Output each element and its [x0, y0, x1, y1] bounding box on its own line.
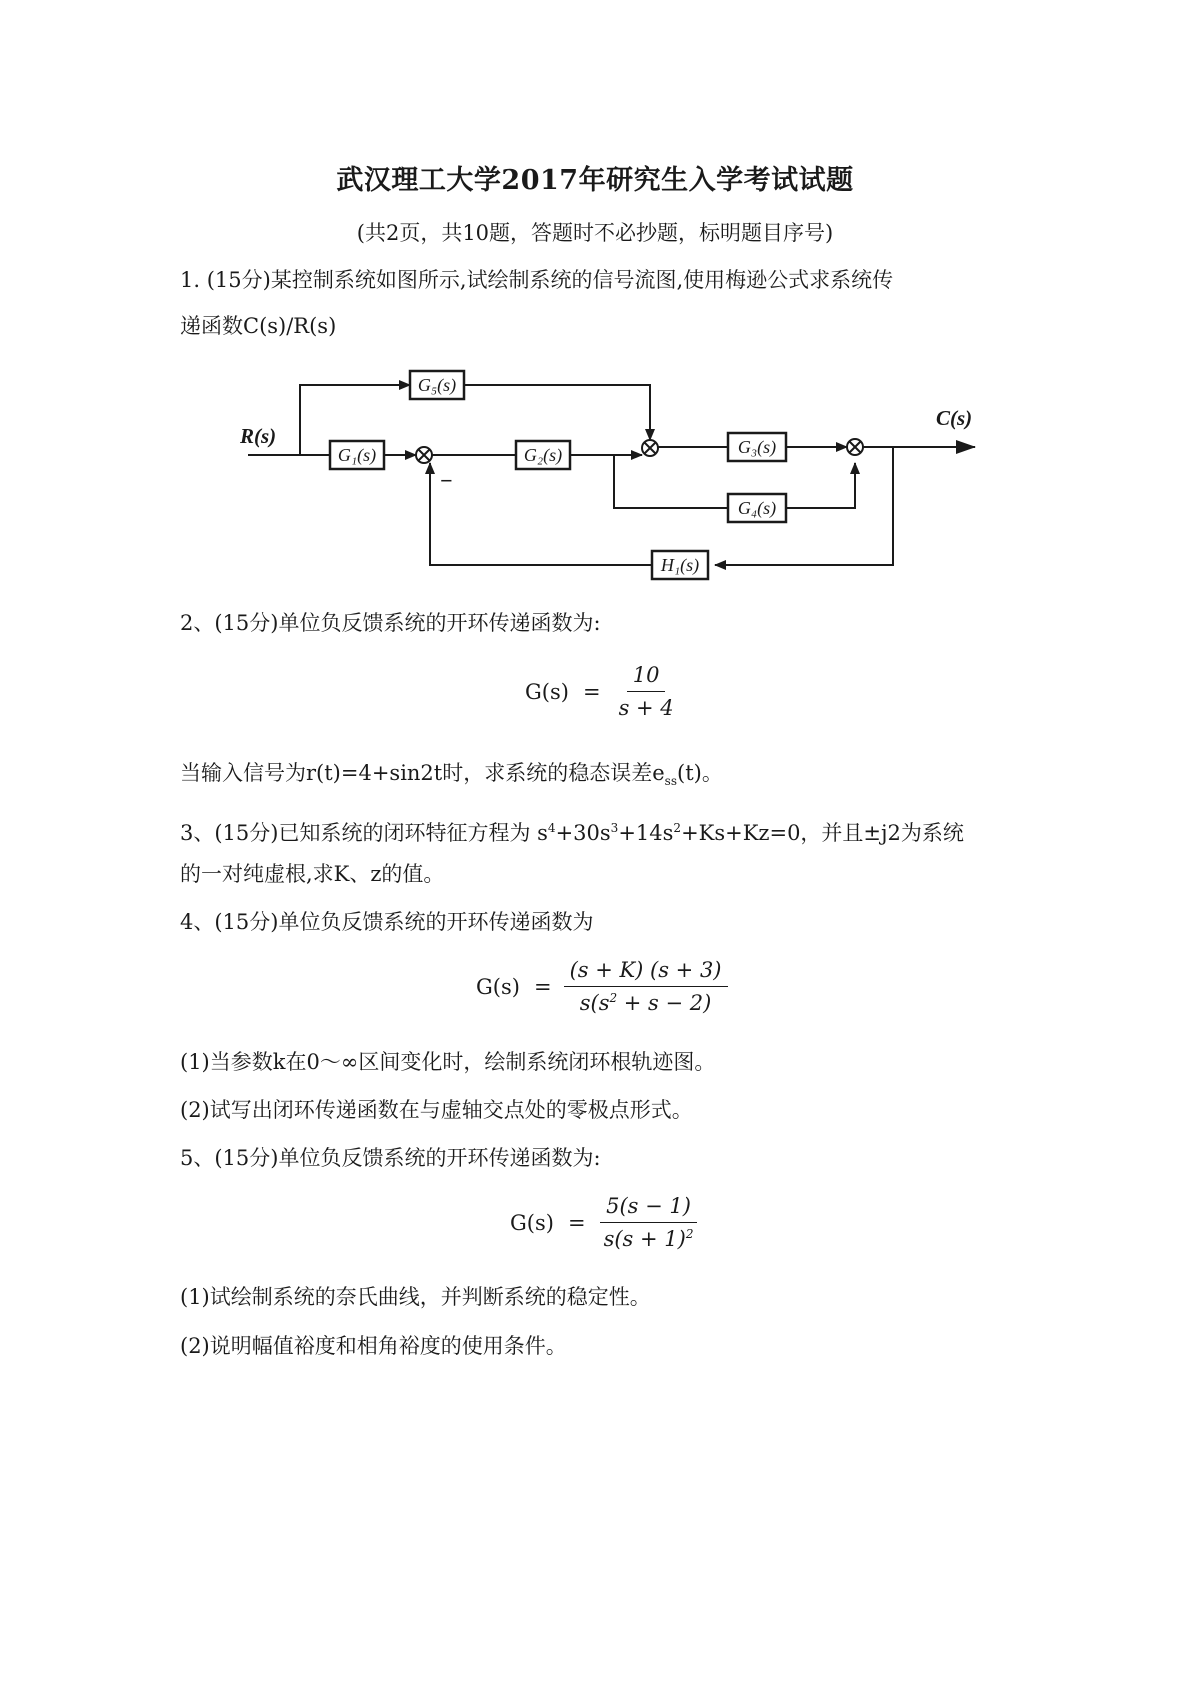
q4-formula-lhs: G(s) [476, 974, 520, 999]
g5-out-wire [464, 385, 650, 440]
q4-formula-den: $s(s^2 + s - 2)$ [579, 991, 712, 1015]
block-diagram [0, 350, 1190, 600]
g4-label: G₄(s) [737, 498, 777, 518]
page-subtitle: (共2页，共10题，答题时不必抄题，标明题目序号) [356, 221, 834, 245]
q2-line2: 当输入信号为r(t)=4+sin2t时，求系统的稳态误差$e_{ss}(t)$。 [180, 761, 723, 789]
q3-line2: 的一对纯虚根,求K、z的值。 [180, 862, 445, 886]
q5-sub1: (1)试绘制系统的奈氏曲线，并判断系统的稳定性。 [180, 1285, 651, 1309]
q5-formula-num: 5(s − 1) [600, 1194, 697, 1223]
q4-formula-num: (s + K) (s + 3) [564, 958, 728, 987]
q5-line1: 5、(15分)单位负反馈系统的开环传递函数为: [180, 1146, 601, 1170]
q2-formula-lhs: G(s) [525, 679, 569, 704]
g3-label: G₃(s) [737, 437, 777, 457]
q2-formula: G(s) = $\frac{10}{s + 4}$ [525, 663, 680, 720]
q5-sub2: (2)说明幅值裕度和相角裕度的使用条件。 [180, 1334, 567, 1358]
input-label: R(s) [240, 424, 277, 448]
q5-formula-lhs: G(s) [510, 1210, 554, 1235]
q4-formula: G(s) = $\frac{(s + K) (s + 3)}{s(s^2 + s - 2)}$ [476, 958, 728, 1015]
sum-junction-1 [416, 447, 432, 463]
page-title: 武汉理工大学2017年研究生入学考试试题 [336, 165, 854, 196]
g1-label: G₁(s) [337, 445, 377, 465]
g2-label: G₂(s) [523, 445, 563, 465]
q4-sub2: (2)试写出闭环传递函数在与虚轴交点处的零极点形式。 [180, 1098, 693, 1122]
q2-line1: 2、(15分)单位负反馈系统的开环传递函数为: [180, 611, 601, 635]
q1-line2: 递函数C(s)/R(s) [180, 314, 337, 338]
g4-out-wire [786, 463, 855, 508]
sum-junction-2 [642, 440, 658, 456]
q2-formula-den: s + 4 [618, 696, 674, 720]
g5-label: G₅(s) [417, 375, 457, 395]
q4-sub1: (1)当参数k在0～∞区间变化时，绘制系统闭环根轨迹图。 [180, 1050, 716, 1074]
h1-out-wire [430, 463, 652, 565]
q5-formula: G(s) = $\frac{5(s - 1)}{s(s + 1)^2}$ [510, 1194, 699, 1251]
q4-line1: 4、(15分)单位负反馈系统的开环传递函数为 [180, 910, 594, 934]
g4-in-wire [614, 455, 728, 508]
sum-junction-3 [847, 439, 863, 455]
q5-formula-den: $s(s + 1)^2$ [603, 1227, 694, 1251]
q2-formula-num: 10 [627, 663, 666, 692]
h1-label: H₁(s) [660, 555, 700, 575]
minus-sign: − [440, 468, 453, 493]
q1-line1: 1. (15分)某控制系统如图所示,试绘制系统的信号流图,使用梅逊公式求系统传 [180, 268, 894, 292]
output-label: C(s) [936, 406, 973, 430]
q3-line1: 3、(15分)已知系统的闭环特征方程为 $s^4+30s^3+14s^2+Ks+Kz=0$，并且±j2为系统 [180, 821, 964, 845]
